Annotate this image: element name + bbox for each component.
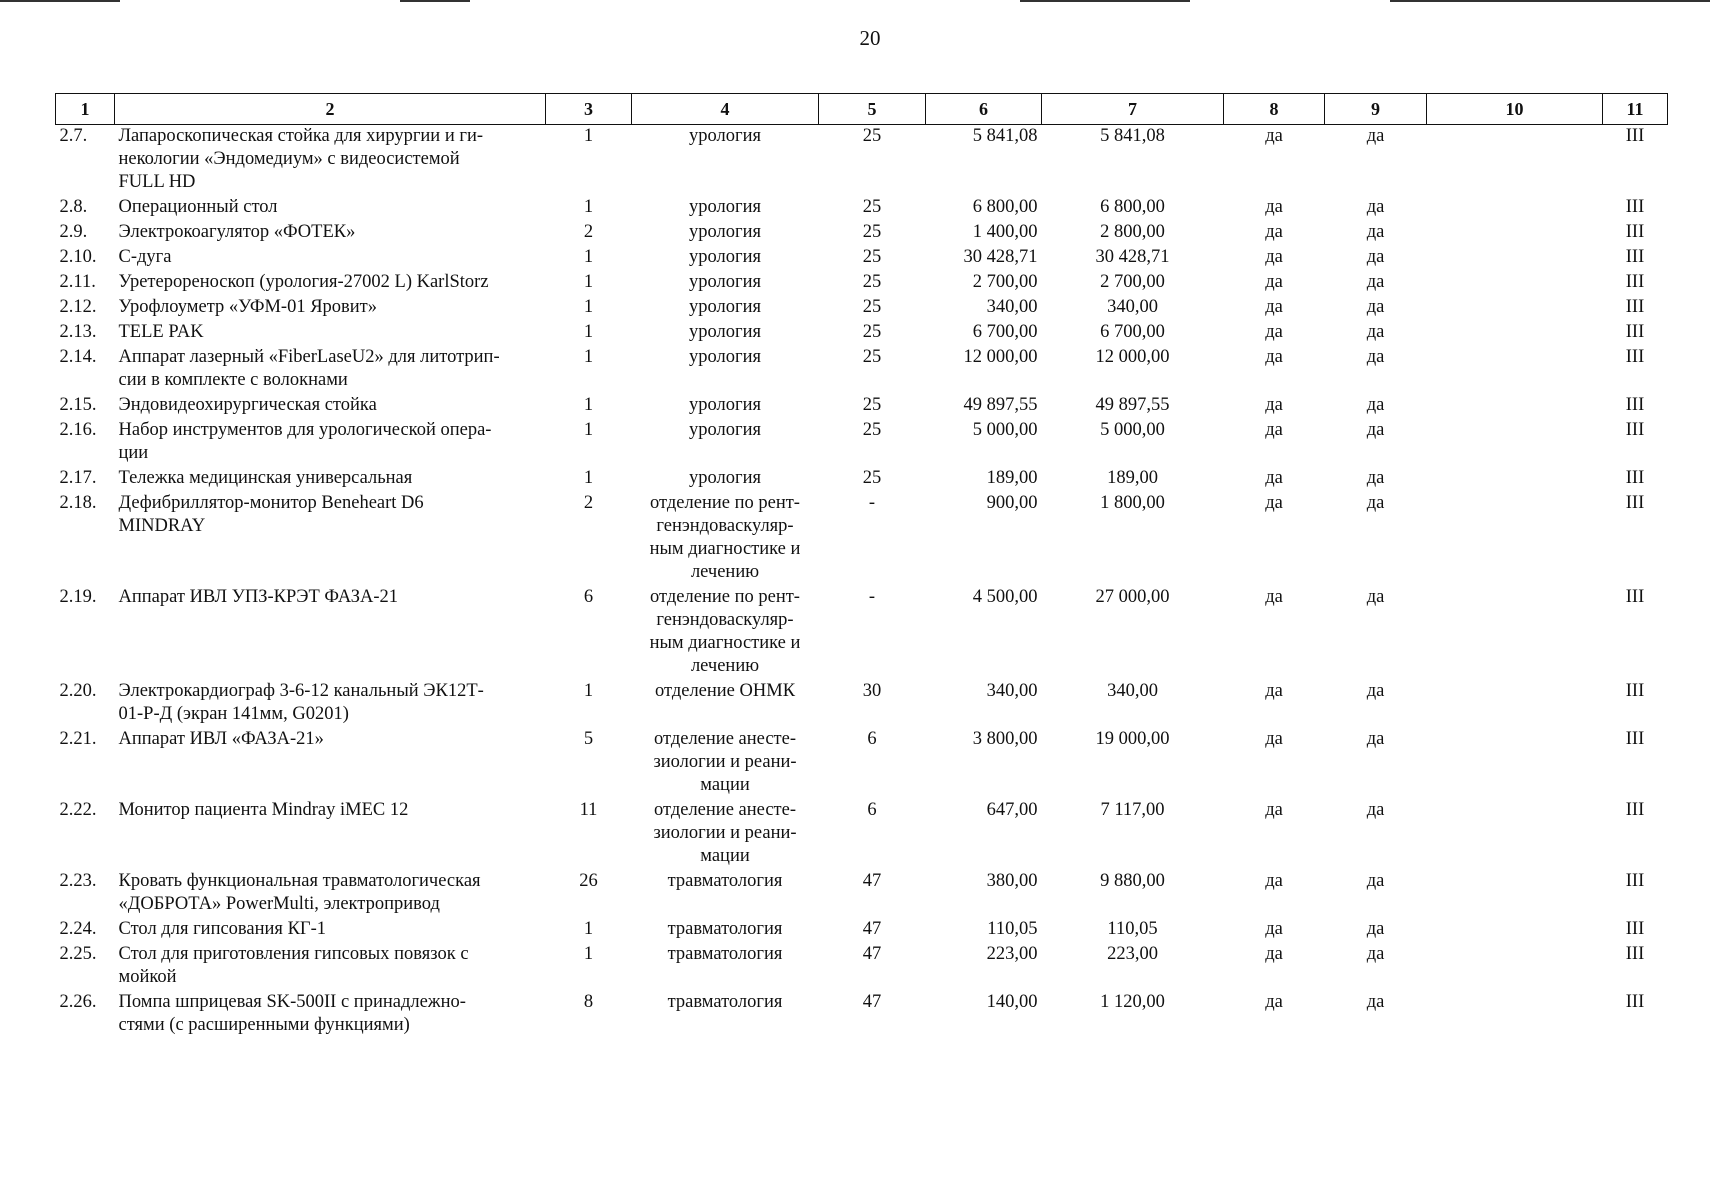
quantity: 2 <box>583 222 594 242</box>
risk-class: III <box>1625 919 1645 939</box>
table-row <box>56 246 1668 271</box>
table-row <box>56 492 1668 586</box>
total-cost: 5 000,00 <box>1100 420 1165 440</box>
department: урология <box>689 272 761 292</box>
department: урология <box>689 468 761 488</box>
total-cost: 1 120,00 <box>1100 992 1165 1012</box>
quantity: 1 <box>583 681 594 701</box>
equipment-name: Уретерореноскоп (урология-27002 L) KarlStorz <box>118 272 489 292</box>
column-9-value: да <box>1366 871 1385 891</box>
risk-class: III <box>1625 944 1645 964</box>
column-10-value <box>1427 870 1603 918</box>
risk-class: III <box>1625 222 1645 242</box>
equipment-table <box>55 93 1668 1039</box>
table-row <box>56 680 1668 728</box>
row-number: 2.15. <box>59 395 97 415</box>
risk-class: III <box>1625 322 1645 342</box>
column-10-value <box>1427 394 1603 419</box>
quantity: 1 <box>583 126 594 146</box>
column-header: 3 <box>546 94 632 125</box>
unit-price: 110,05 <box>987 919 1038 939</box>
risk-class: III <box>1625 800 1645 820</box>
column-8-value: да <box>1265 222 1283 242</box>
unit-price: 2 700,00 <box>972 272 1038 292</box>
table-row <box>56 221 1668 246</box>
department: травматология <box>667 919 783 939</box>
department: урология <box>689 297 761 317</box>
column-9-value: да <box>1366 347 1385 367</box>
total-cost: 30 428,71 <box>1095 247 1170 267</box>
equipment-name: Набор инструментов для урологической опера- ции <box>118 420 492 463</box>
unit-price: 1 400,00 <box>972 222 1038 242</box>
column-5-value: 25 <box>862 247 882 267</box>
row-number: 2.7. <box>59 126 88 146</box>
column-8-value: да <box>1265 468 1283 488</box>
column-10-value <box>1427 728 1603 799</box>
column-8-value: да <box>1265 992 1283 1012</box>
total-cost: 5 841,08 <box>1100 126 1165 146</box>
column-10-value <box>1427 321 1603 346</box>
column-5-value: 47 <box>862 992 882 1012</box>
table-row <box>56 991 1668 1039</box>
column-8-value: да <box>1265 919 1283 939</box>
table-row <box>56 870 1668 918</box>
column-8-value: да <box>1265 681 1283 701</box>
column-8-value: да <box>1265 800 1283 820</box>
column-5-value: 25 <box>862 395 882 415</box>
equipment-name: Лапароскопическая стойка для хирургии и ги- некологии «Эндомедиум» с видеосистемой FULL HD <box>118 126 484 192</box>
quantity: 1 <box>583 919 594 939</box>
column-8-value: да <box>1265 272 1283 292</box>
total-cost: 6 700,00 <box>1100 322 1165 342</box>
total-cost: 7 117,00 <box>1100 800 1165 820</box>
total-cost: 27 000,00 <box>1095 587 1170 607</box>
equipment-name: Стол для приготовления гипсовых повязок с мойкой <box>118 944 469 987</box>
risk-class: III <box>1625 197 1645 217</box>
department: урология <box>689 247 761 267</box>
quantity: 1 <box>583 247 594 267</box>
unit-price: 647,00 <box>986 800 1038 820</box>
quantity: 1 <box>583 944 594 964</box>
column-9-value: да <box>1366 247 1385 267</box>
equipment-name: С-дуга <box>118 247 172 267</box>
total-cost: 9 880,00 <box>1100 871 1165 891</box>
equipment-name: TELE PAK <box>118 322 204 342</box>
column-header: 11 <box>1603 94 1668 125</box>
column-10-value <box>1427 246 1603 271</box>
department: урология <box>689 420 761 440</box>
table-row <box>56 346 1668 394</box>
column-10-value <box>1427 346 1603 394</box>
unit-price: 223,00 <box>986 944 1038 964</box>
quantity: 1 <box>583 395 594 415</box>
department: травматология <box>667 992 783 1012</box>
column-9-value: да <box>1366 944 1385 964</box>
scan-edge-rule <box>1390 0 1710 2</box>
quantity: 2 <box>583 493 594 513</box>
column-10-value <box>1427 586 1603 680</box>
column-5-value: 25 <box>862 126 882 146</box>
row-number: 2.12. <box>59 297 97 317</box>
column-header: 10 <box>1427 94 1603 125</box>
total-cost: 1 800,00 <box>1100 493 1165 513</box>
column-10-value <box>1427 492 1603 586</box>
column-10-value <box>1427 918 1603 943</box>
risk-class: III <box>1625 297 1645 317</box>
column-8-value: да <box>1265 322 1283 342</box>
table-row <box>56 296 1668 321</box>
table-header-row <box>56 94 1668 125</box>
table-row <box>56 196 1668 221</box>
column-header: 6 <box>926 94 1042 125</box>
quantity: 8 <box>583 992 594 1012</box>
row-number: 2.10. <box>59 247 97 267</box>
scan-edge-rule <box>1020 0 1190 2</box>
table-row <box>56 943 1668 991</box>
risk-class: III <box>1625 729 1645 749</box>
equipment-name: Урофлоуметр «УФМ-01 Яровит» <box>118 297 378 317</box>
risk-class: III <box>1625 992 1645 1012</box>
column-8-value: да <box>1265 247 1283 267</box>
column-10-value <box>1427 221 1603 246</box>
column-9-value: да <box>1366 681 1385 701</box>
column-10-value <box>1427 799 1603 870</box>
row-number: 2.26. <box>59 992 97 1012</box>
column-5-value: 6 <box>867 729 877 749</box>
column-5-value: 25 <box>862 347 882 367</box>
unit-price: 6 800,00 <box>972 197 1038 217</box>
row-number: 2.21. <box>59 729 97 749</box>
column-5-value: 30 <box>862 681 882 701</box>
unit-price: 340,00 <box>986 681 1038 701</box>
quantity: 1 <box>583 197 594 217</box>
department: урология <box>689 347 761 367</box>
equipment-name: Помпа шприцевая SK-500II с принадлежно- стями (с расширенными функциями) <box>118 992 466 1035</box>
column-8-value: да <box>1265 395 1283 415</box>
risk-class: III <box>1625 871 1645 891</box>
total-cost: 12 000,00 <box>1095 347 1170 367</box>
table-row <box>56 394 1668 419</box>
column-9-value: да <box>1366 919 1385 939</box>
column-8-value: да <box>1265 587 1283 607</box>
column-header: 5 <box>819 94 926 125</box>
equipment-name: Аппарат ИВЛ УПЗ-КРЭТ ФАЗА-21 <box>118 587 399 607</box>
column-10-value <box>1427 196 1603 221</box>
column-9-value: да <box>1366 800 1385 820</box>
scan-edge-rule <box>400 0 470 2</box>
department: травматология <box>667 871 783 891</box>
unit-price: 6 700,00 <box>972 322 1038 342</box>
row-number: 2.11. <box>59 272 96 292</box>
risk-class: III <box>1625 395 1645 415</box>
department: отделение анесте- зиологии и реани- мации <box>653 800 797 866</box>
total-cost: 2 800,00 <box>1100 222 1165 242</box>
column-5-value: 25 <box>862 420 882 440</box>
equipment-name: Аппарат ИВЛ «ФАЗА-21» <box>118 729 324 749</box>
department: отделение по рент- генэндоваскуляр- ным диагностике и лечению <box>649 587 801 676</box>
column-5-value: 25 <box>862 297 882 317</box>
column-10-value <box>1427 680 1603 728</box>
department: отделение по рент- генэндоваскуляр- ным диагностике и лечению <box>649 493 801 582</box>
column-header: 4 <box>632 94 819 125</box>
table-row <box>56 321 1668 346</box>
column-9-value: да <box>1366 222 1385 242</box>
column-5-value: - <box>868 493 876 513</box>
row-number: 2.14. <box>59 347 97 367</box>
column-8-value: да <box>1265 126 1283 146</box>
column-header: 7 <box>1042 94 1224 125</box>
quantity: 1 <box>583 420 594 440</box>
equipment-name: Аппарат лазерный «FiberLaseU2» для литотрип- сии в комплекте с волокнами <box>118 347 500 390</box>
column-5-value: 25 <box>862 322 882 342</box>
table-row <box>56 271 1668 296</box>
column-5-value: 25 <box>862 222 882 242</box>
quantity: 11 <box>579 800 598 820</box>
department: урология <box>689 395 761 415</box>
column-9-value: да <box>1366 587 1385 607</box>
column-10-value <box>1427 419 1603 467</box>
risk-class: III <box>1625 126 1645 146</box>
row-number: 2.18. <box>59 493 97 513</box>
department: урология <box>689 126 761 146</box>
table-row <box>56 419 1668 467</box>
risk-class: III <box>1625 681 1645 701</box>
column-8-value: да <box>1265 493 1283 513</box>
table-row <box>56 799 1668 870</box>
column-10-value <box>1427 943 1603 991</box>
column-header: 1 <box>56 94 115 125</box>
quantity: 1 <box>583 347 594 367</box>
column-9-value: да <box>1366 297 1385 317</box>
table-row <box>56 728 1668 799</box>
column-10-value <box>1427 296 1603 321</box>
unit-price: 4 500,00 <box>972 587 1038 607</box>
equipment-name: Тележка медицинская универсальная <box>118 468 413 488</box>
column-8-value: да <box>1265 347 1283 367</box>
quantity: 1 <box>583 468 594 488</box>
unit-price: 340,00 <box>986 297 1038 317</box>
unit-price: 3 800,00 <box>972 729 1038 749</box>
column-header: 2 <box>115 94 546 125</box>
risk-class: III <box>1625 493 1645 513</box>
total-cost: 19 000,00 <box>1095 729 1170 749</box>
equipment-name: Монитор пациента Mindray iMEC 12 <box>118 800 409 820</box>
total-cost: 223,00 <box>1107 944 1158 964</box>
column-9-value: да <box>1366 992 1385 1012</box>
equipment-name: Эндовидеохирургическая стойка <box>118 395 377 415</box>
total-cost: 340,00 <box>1107 297 1158 317</box>
department: урология <box>689 197 761 217</box>
row-number: 2.24. <box>59 919 97 939</box>
column-9-value: да <box>1366 493 1385 513</box>
total-cost: 340,00 <box>1107 681 1158 701</box>
table-row <box>56 467 1668 492</box>
risk-class: III <box>1625 347 1645 367</box>
row-number: 2.19. <box>59 587 97 607</box>
quantity: 1 <box>583 272 594 292</box>
risk-class: III <box>1625 247 1645 267</box>
unit-price: 5 841,08 <box>972 126 1038 146</box>
column-5-value: 25 <box>862 197 882 217</box>
column-5-value: 47 <box>862 919 882 939</box>
column-5-value: 25 <box>862 468 882 488</box>
quantity: 6 <box>583 587 594 607</box>
total-cost: 49 897,55 <box>1095 395 1170 415</box>
risk-class: III <box>1625 468 1645 488</box>
column-9-value: да <box>1366 395 1385 415</box>
department: урология <box>689 222 761 242</box>
column-9-value: да <box>1366 729 1385 749</box>
column-5-value: 47 <box>862 944 882 964</box>
column-9-value: да <box>1366 468 1385 488</box>
risk-class: III <box>1625 272 1645 292</box>
column-8-value: да <box>1265 944 1283 964</box>
column-10-value <box>1427 271 1603 296</box>
column-5-value: 25 <box>862 272 882 292</box>
quantity: 26 <box>579 871 598 891</box>
risk-class: III <box>1625 587 1645 607</box>
equipment-name: Операционный стол <box>118 197 278 217</box>
column-8-value: да <box>1265 297 1283 317</box>
quantity: 5 <box>583 729 594 749</box>
row-number: 2.9. <box>59 222 88 242</box>
column-10-value <box>1427 991 1603 1039</box>
table-row <box>56 586 1668 680</box>
column-header: 8 <box>1224 94 1325 125</box>
row-number: 2.22. <box>59 800 97 820</box>
department: отделение ОНМК <box>654 681 796 701</box>
column-9-value: да <box>1366 197 1385 217</box>
page-number: 20 <box>859 26 881 50</box>
department: травматология <box>667 944 783 964</box>
unit-price: 12 000,00 <box>963 347 1038 367</box>
department: урология <box>689 322 761 342</box>
column-8-value: да <box>1265 729 1283 749</box>
unit-price: 900,00 <box>986 493 1038 513</box>
quantity: 1 <box>583 322 594 342</box>
equipment-name: Дефибриллятор-монитор Beneheart D6 MINDRAY <box>118 493 424 536</box>
unit-price: 5 000,00 <box>972 420 1038 440</box>
total-cost: 6 800,00 <box>1100 197 1165 217</box>
table-row <box>56 918 1668 943</box>
column-10-value <box>1427 125 1603 197</box>
unit-price: 30 428,71 <box>963 247 1038 267</box>
column-5-value: - <box>868 587 876 607</box>
total-cost: 2 700,00 <box>1100 272 1165 292</box>
total-cost: 110,05 <box>1107 919 1158 939</box>
column-9-value: да <box>1366 272 1385 292</box>
row-number: 2.25. <box>59 944 97 964</box>
column-8-value: да <box>1265 420 1283 440</box>
unit-price: 49 897,55 <box>963 395 1038 415</box>
equipment-name: Электрокардиограф 3-6-12 канальный ЭК12Т- 01-Р-Д (экран 141мм, G0201) <box>118 681 484 724</box>
row-number: 2.8. <box>59 197 88 217</box>
row-number: 2.23. <box>59 871 97 891</box>
unit-price: 189,00 <box>986 468 1038 488</box>
column-5-value: 47 <box>862 871 882 891</box>
column-5-value: 6 <box>867 800 877 820</box>
column-8-value: да <box>1265 871 1283 891</box>
column-9-value: да <box>1366 322 1385 342</box>
column-10-value <box>1427 467 1603 492</box>
unit-price: 140,00 <box>986 992 1038 1012</box>
row-number: 2.13. <box>59 322 97 342</box>
quantity: 1 <box>583 297 594 317</box>
department: отделение анесте- зиологии и реани- мации <box>653 729 797 795</box>
column-header: 9 <box>1325 94 1427 125</box>
equipment-name: Кровать функциональная травматологическая «ДОБРОТА» PowerMulti, электропривод <box>118 871 481 914</box>
table-row <box>56 125 1668 197</box>
column-8-value: да <box>1265 197 1283 217</box>
column-9-value: да <box>1366 420 1385 440</box>
row-number: 2.17. <box>59 468 97 488</box>
column-9-value: да <box>1366 126 1385 146</box>
scan-edge-rule <box>0 0 120 2</box>
total-cost: 189,00 <box>1107 468 1158 488</box>
row-number: 2.16. <box>59 420 97 440</box>
table-body <box>56 125 1668 1040</box>
equipment-name: Стол для гипсования КГ-1 <box>118 919 327 939</box>
risk-class: III <box>1625 420 1645 440</box>
unit-price: 380,00 <box>986 871 1038 891</box>
equipment-name: Электрокоагулятор «ФОТЕК» <box>118 222 356 242</box>
row-number: 2.20. <box>59 681 97 701</box>
